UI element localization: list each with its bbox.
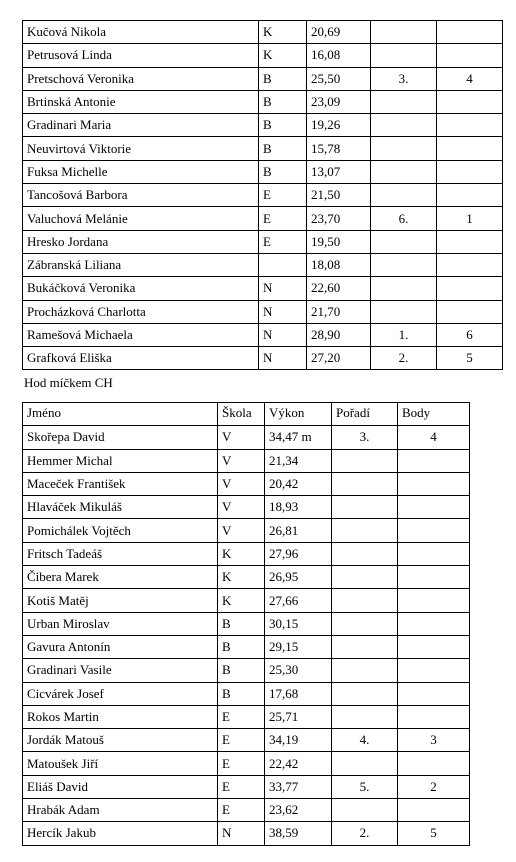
cell-value: 30,15 [265,612,332,635]
cell-value: 23,70 [307,207,371,230]
cell-name: Čibera Marek [23,566,218,589]
cell-name: Gradinari Vasile [23,659,218,682]
cell-points: 5 [398,822,470,845]
cell-value: 20,69 [307,21,371,44]
table-row [23,323,503,346]
cell-place [371,21,437,44]
cell-school: B [218,635,265,658]
table-row [23,496,470,519]
cell-name: Bukáčková Veronika [23,277,259,300]
cell-name: Fritsch Tadeáš [23,542,218,565]
cell-value: 16,08 [307,44,371,67]
cell-value: 21,50 [307,184,371,207]
cell-points [437,184,503,207]
table-row [23,729,470,752]
cell-school: K [218,566,265,589]
cell-school: E [218,799,265,822]
cell-value: 13,07 [307,160,371,183]
cell-school: N [259,323,307,346]
cell-place: 1. [371,323,437,346]
cell-value: 29,15 [265,635,332,658]
cell-value: 22,42 [265,752,332,775]
cell-school: V [218,519,265,542]
cell-name: Gavura Antonín [23,635,218,658]
cell-value: 22,60 [307,277,371,300]
cell-school: N [259,277,307,300]
cell-school: B [218,682,265,705]
cell-points [398,542,470,565]
cell-value: 20,42 [265,472,332,495]
table-row [23,300,503,323]
cell-place: 5. [332,775,398,798]
cell-school: B [259,90,307,113]
table-row [23,347,503,370]
table-row [23,659,470,682]
cell-value: 26,81 [265,519,332,542]
cell-value: 34,19 [265,729,332,752]
cell-points: 6 [437,323,503,346]
cell-place [332,519,398,542]
cell-value: 26,95 [265,566,332,589]
cell-place: 3. [332,426,398,449]
cell-name: Grafková Eliška [23,347,259,370]
cell-value: 23,09 [307,90,371,113]
cell-name: Kučová Nikola [23,21,259,44]
cell-place: 4. [332,729,398,752]
cell-name: Cicvárek Josef [23,682,218,705]
cell-place [332,496,398,519]
cell-name: Kotiš Matěj [23,589,218,612]
cell-name: Ramešová Michaela [23,323,259,346]
cell-school: N [259,347,307,370]
cell-name: Pretschová Veronika [23,67,259,90]
cell-name: Petrusová Linda [23,44,259,67]
cell-school: E [218,775,265,798]
cell-name: Brtinská Antonie [23,90,259,113]
cell-value: 15,78 [307,137,371,160]
cell-place [371,44,437,67]
cell-points [437,21,503,44]
table-row [23,90,503,113]
table-row [23,160,503,183]
table-row [23,184,503,207]
cell-value: 38,59 [265,822,332,845]
cell-value: 21,34 [265,449,332,472]
cell-points [437,230,503,253]
header-points: Body [398,403,470,426]
cell-points [398,566,470,589]
cell-place [371,114,437,137]
table-row [23,682,470,705]
table-row [23,635,470,658]
cell-value: 18,93 [265,496,332,519]
table-row [23,752,470,775]
table-row [23,472,470,495]
cell-school: E [259,207,307,230]
cell-points [437,137,503,160]
table-row [23,519,470,542]
cell-school: V [218,426,265,449]
table-row [23,277,503,300]
cell-school: K [259,21,307,44]
cell-place [332,589,398,612]
cell-name: Valuchová Melánie [23,207,259,230]
cell-value: 27,66 [265,589,332,612]
cell-points: 3 [398,729,470,752]
table-row [23,449,470,472]
cell-place [332,799,398,822]
cell-place [332,705,398,728]
cell-value: 19,50 [307,230,371,253]
cell-name: Pomichálek Vojtěch [23,519,218,542]
cell-place [332,566,398,589]
table-row [23,566,470,589]
cell-points: 2 [398,775,470,798]
cell-place: 2. [332,822,398,845]
cell-place [332,635,398,658]
cell-place [371,230,437,253]
cell-points [437,300,503,323]
cell-name: Hresko Jordana [23,230,259,253]
cell-name: Eliáš David [23,775,218,798]
cell-place: 6. [371,207,437,230]
cell-value: 27,96 [265,542,332,565]
table-row [23,775,470,798]
cell-points [398,472,470,495]
header-value: Výkon [265,403,332,426]
cell-place [332,659,398,682]
cell-name: Jordák Matouš [23,729,218,752]
cell-school: E [259,230,307,253]
cell-value: 25,50 [307,67,371,90]
cell-name: Neuvirtová Viktorie [23,137,259,160]
results-table-girls [22,20,503,370]
cell-school: E [218,752,265,775]
cell-place [371,160,437,183]
cell-place [332,472,398,495]
cell-value: 27,20 [307,347,371,370]
cell-name: Hemmer Michal [23,449,218,472]
cell-value: 34,47 m [265,426,332,449]
table-row [23,207,503,230]
cell-school: E [218,705,265,728]
cell-place [332,542,398,565]
cell-school: V [218,472,265,495]
cell-place [371,253,437,276]
cell-school: B [218,659,265,682]
section-caption: Hod míčkem CH [24,375,113,390]
cell-school: E [218,729,265,752]
cell-school: V [218,449,265,472]
cell-name: Procházková Charlotta [23,300,259,323]
cell-school: B [259,67,307,90]
table-row [23,589,470,612]
cell-place: 2. [371,347,437,370]
cell-place [371,184,437,207]
table-row [23,542,470,565]
cell-points [398,612,470,635]
cell-school: N [259,300,307,323]
cell-points: 5 [437,347,503,370]
results-table-boys [22,402,470,846]
table-row [23,426,470,449]
cell-place [332,752,398,775]
cell-points [398,496,470,519]
cell-points [398,635,470,658]
cell-points [437,160,503,183]
cell-school [259,253,307,276]
table-row [23,705,470,728]
cell-points [437,90,503,113]
cell-points [437,114,503,137]
cell-place [332,449,398,472]
cell-points: 1 [437,207,503,230]
cell-name: Urban Miroslav [23,612,218,635]
cell-points: 4 [437,67,503,90]
cell-school: N [218,822,265,845]
cell-school: B [259,137,307,160]
table-row [23,822,470,845]
cell-value: 25,30 [265,659,332,682]
cell-name: Hrabák Adam [23,799,218,822]
table-row [23,612,470,635]
cell-name: Fuksa Michelle [23,160,259,183]
cell-school: V [218,496,265,519]
cell-name: Skořepa David [23,426,218,449]
cell-school: K [218,589,265,612]
cell-name: Matoušek Jiří [23,752,218,775]
cell-place [371,277,437,300]
cell-name: Maceček František [23,472,218,495]
cell-points [398,589,470,612]
cell-points [398,705,470,728]
cell-value: 21,70 [307,300,371,323]
cell-school: K [218,542,265,565]
cell-value: 25,71 [265,705,332,728]
cell-value: 18,08 [307,253,371,276]
cell-value: 28,90 [307,323,371,346]
cell-name: Hlaváček Mikuláš [23,496,218,519]
cell-place [371,90,437,113]
table-row [23,799,470,822]
cell-points [437,44,503,67]
cell-place [371,300,437,323]
cell-place [332,612,398,635]
table-row [23,114,503,137]
cell-school: B [259,160,307,183]
cell-name: Rokos Martin [23,705,218,728]
table-row [23,230,503,253]
cell-points [398,449,470,472]
cell-points: 4 [398,426,470,449]
cell-value: 19,26 [307,114,371,137]
cell-points [437,253,503,276]
cell-name: Gradinari Maria [23,114,259,137]
table-row [23,137,503,160]
cell-points [398,519,470,542]
table-row [23,67,503,90]
cell-points [437,277,503,300]
cell-name: Hercík Jakub [23,822,218,845]
header-place: Pořadí [332,403,398,426]
cell-school: B [259,114,307,137]
cell-place: 3. [371,67,437,90]
table-row [23,21,503,44]
cell-points [398,682,470,705]
cell-school: B [218,612,265,635]
cell-value: 23,62 [265,799,332,822]
table-row [23,253,503,276]
table-header-row [23,403,470,426]
cell-points [398,659,470,682]
cell-school: K [259,44,307,67]
header-school: Škola [218,403,265,426]
cell-place [332,682,398,705]
cell-place [371,137,437,160]
cell-points [398,752,470,775]
cell-value: 17,68 [265,682,332,705]
cell-name: Zábranská Liliana [23,253,259,276]
cell-value: 33,77 [265,775,332,798]
cell-name: Tancošová Barbora [23,184,259,207]
cell-points [398,799,470,822]
cell-school: E [259,184,307,207]
header-name: Jméno [23,403,218,426]
table-row [23,44,503,67]
